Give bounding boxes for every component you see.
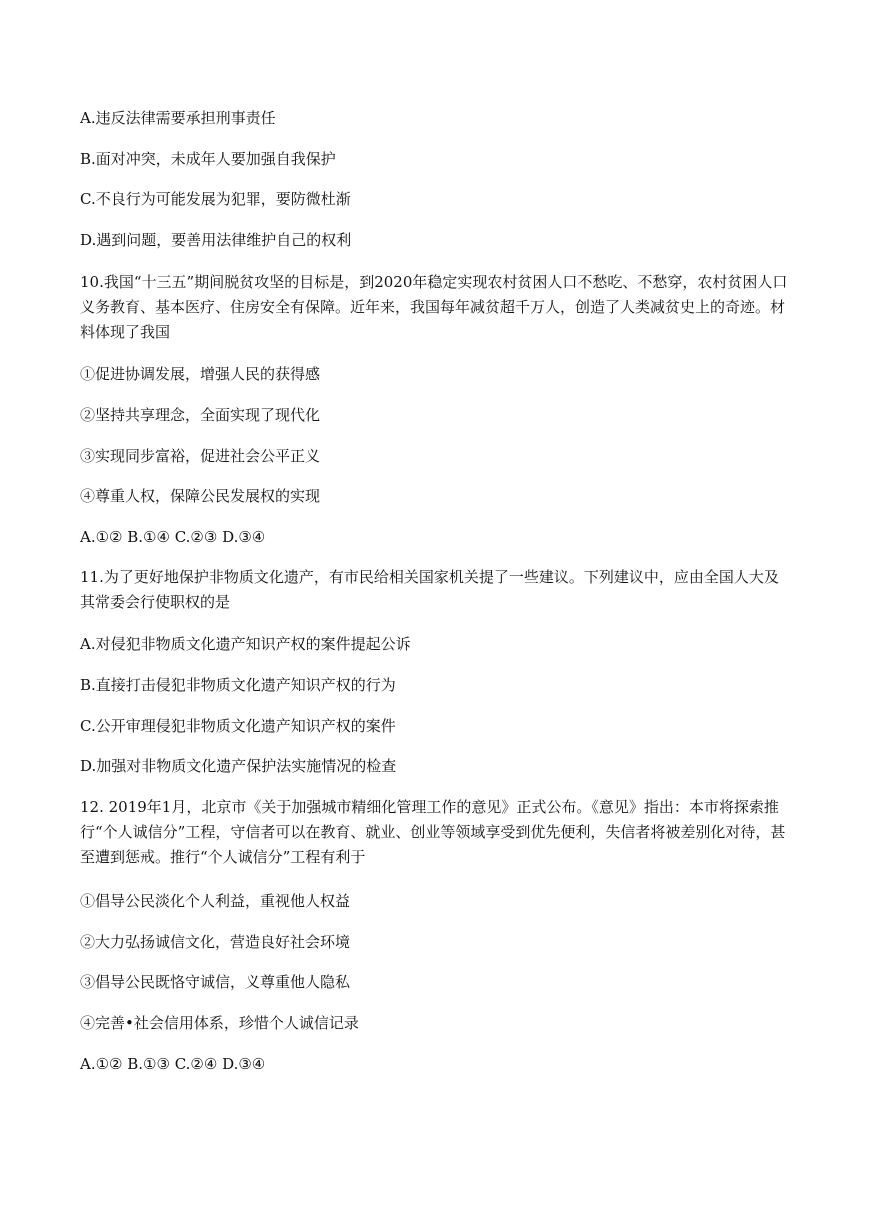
q10-statement-2: ②坚持共享理念，全面实现了现代化 — [80, 406, 321, 424]
q9-option-d: D.遇到问题，要善用法律维护自己的权利 — [80, 231, 352, 249]
q11-stem: 11.为了更好地保护非物质文化遗产，有市民给相关国家机关提了一些建议。下列建议中，应由全国人大及其常委会行使职权的是 — [80, 568, 779, 611]
q10-statement-1: ①促进协调发展，增强人民的获得感 — [80, 365, 321, 383]
q10-stem: 10.我国“十三五”期间脱贫攻坚的目标是，到2020年稳定实现农村贫困人口不愁吃、不愁穿，农村贫困人口义务教育、基本医疗、住房安全有保障。近年来，我国每年减贫超千万人，创造了人类减贫史上的奇迹。材料体现了我国 — [80, 273, 788, 341]
q12-statement-2: ②大力弘扬诚信文化，营造良好社会环境 — [80, 933, 351, 951]
q10-statement-4: ④尊重人权，保障公民发展权的实现 — [80, 487, 321, 505]
q12-answer-choices: A.①② B.①③ C.②④ D.③④ — [80, 1055, 266, 1073]
q11-option-b: B.直接打击侵犯非物质文化遗产知识产权的行为 — [80, 676, 396, 694]
q10-statement-3: ③实现同步富裕，促进社会公平正义 — [80, 447, 321, 465]
q12-statement-1: ①倡导公民淡化个人利益，重视他人权益 — [80, 892, 351, 910]
q12-statement-3: ③倡导公民既恪守诚信，义尊重他人隐私 — [80, 973, 351, 991]
q11-option-c: C.公开审理侵犯非物质文化遗产知识产权的案件 — [80, 717, 396, 735]
q11-option-a: A.对侵犯非物质文化遗产知识产权的案件提起公诉 — [80, 635, 411, 653]
q11-option-d: D.加强对非物质文化遗产保护法实施情况的检查 — [80, 757, 397, 775]
q9-option-c: C.不良行为可能发展为犯罪，要防微杜渐 — [80, 190, 351, 208]
q12-stem: 12. 2019年1月，北京市《关于加强城市精细化管理工作的意见》正式公布。《意见》指出：本市将探索推行“个人诚信分”工程，守信者可以在教育、就业、创业等领域享受到优先便利，失信者将被差别化对待，甚至遭到惩戒。推行“个人诚信分”工程有利于 — [80, 798, 786, 866]
q10-answer-choices: A.①② B.①④ C.②③ D.③④ — [80, 528, 266, 546]
q9-option-a: A.违反法律需要承担刑事责任 — [80, 109, 276, 127]
q12-statement-4: ④完善•社会信用体系，珍惜个人诚信记录 — [80, 1014, 359, 1032]
q9-option-b: B.面对冲突，未成年人要加强自我保护 — [80, 150, 336, 168]
